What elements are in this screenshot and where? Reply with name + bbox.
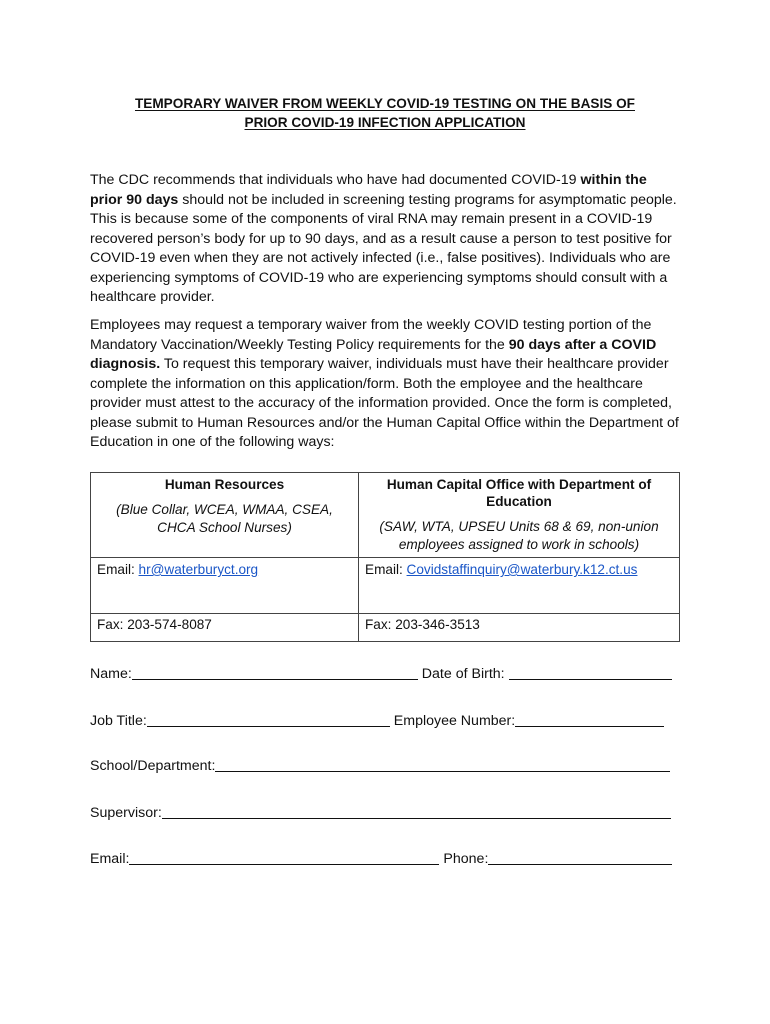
hco-fax: Fax: 203-346-3513	[359, 614, 680, 642]
contact-email-row	[91, 558, 680, 614]
paragraph2-bold: 90 days after a COVID diagnosis.	[90, 336, 657, 372]
school-department-field[interactable]	[215, 757, 670, 772]
paragraph1-text-b: should not be included in screening testing programs for asymptomatic people. This is because some of the components of viral RNA may remain present in a COVID-19 recovered person’s body for up to 90 days, and as a result cause a person to test positive for COVID-19 even when they are not actively infected (i.e., false positives). Individuals who are experiencing symptoms of COVID-19 who are experiencing symptoms should consult with a healthcare provider.	[90, 191, 677, 305]
job-title-label: Job Title:	[90, 713, 147, 729]
title-line-2: PRIOR COVID-19 INFECTION APPLICATION	[244, 115, 526, 130]
contact-header-row	[91, 473, 680, 558]
hr-subtitle: (Blue Collar, WCEA, WMAA, CSEA, CHCA School Nurses)	[116, 502, 333, 535]
job-title-field[interactable]	[147, 712, 390, 727]
title-line-1: TEMPORARY WAIVER FROM WEEKLY COVID-19 TESTING ON THE BASIS OF	[134, 96, 635, 111]
email-label: Email:	[90, 851, 130, 867]
hr-title: Human Resources	[164, 477, 285, 492]
hr-email-cell	[91, 558, 359, 614]
hco-subtitle: (SAW, WTA, UPSEU Units 68 & 69, non-union employees assigned to work in schools)	[379, 519, 659, 552]
employee-number-label: Employee Number:	[393, 713, 516, 729]
hco-title: Human Capital Office with Department of Education	[386, 477, 652, 509]
hco-email-cell	[359, 558, 680, 614]
paragraph1-bold: within the prior 90 days	[90, 172, 647, 208]
waiver-request-paragraph	[90, 316, 680, 453]
hco-email-link[interactable]: Covidstaffinquiry@waterbury.k12.ct.us	[406, 562, 638, 577]
hr-header-cell	[91, 473, 359, 558]
hr-email-label: Email:	[97, 562, 139, 577]
document-title	[90, 94, 680, 132]
contact-fax-row	[91, 614, 680, 642]
cdc-recommendation-paragraph	[90, 171, 680, 308]
dob-label: Date of Birth:	[421, 666, 505, 682]
name-label: Name:	[90, 666, 132, 682]
supervisor-label: Supervisor:	[90, 805, 162, 821]
phone-label: Phone:	[443, 851, 489, 867]
name-dob-row	[90, 662, 672, 682]
supervisor-row	[90, 801, 671, 821]
employee-number-field[interactable]	[515, 712, 664, 727]
school-department-label: School/Department:	[90, 758, 216, 774]
school-department-row	[90, 754, 670, 774]
hco-email-label: Email:	[365, 562, 407, 577]
hr-email-link[interactable]: hr@waterburyct.org	[138, 562, 259, 577]
contact-table	[90, 472, 680, 642]
job-employee-row	[90, 709, 664, 729]
supervisor-field[interactable]	[162, 804, 671, 819]
paragraph2-text-b: To request this temporary waiver, individuals must have their healthcare provider complete the information on this application/form. Both the employee and the healthcare provider must attest to the accuracy of the information provided. Once the form is completed, please submit to Human Resources and/or the Human Capital Office within the Department of Education in one of the following ways:	[90, 356, 679, 450]
phone-field[interactable]	[488, 850, 672, 865]
name-field[interactable]	[132, 665, 418, 680]
hco-header-cell	[359, 473, 680, 558]
email-phone-row	[90, 847, 672, 867]
hr-fax: Fax: 203-574-8087	[91, 614, 359, 642]
paragraph2-text-a: Employees may request a temporary waiver from the weekly COVID testing portion of the Mandatory Vaccination/Weekly Testing Policy requirements for the	[90, 317, 652, 353]
dob-field[interactable]	[509, 665, 672, 680]
paragraph1-text-a: The CDC recommends that individuals who have had documented COVID-19	[90, 172, 581, 188]
email-field[interactable]	[129, 850, 439, 865]
